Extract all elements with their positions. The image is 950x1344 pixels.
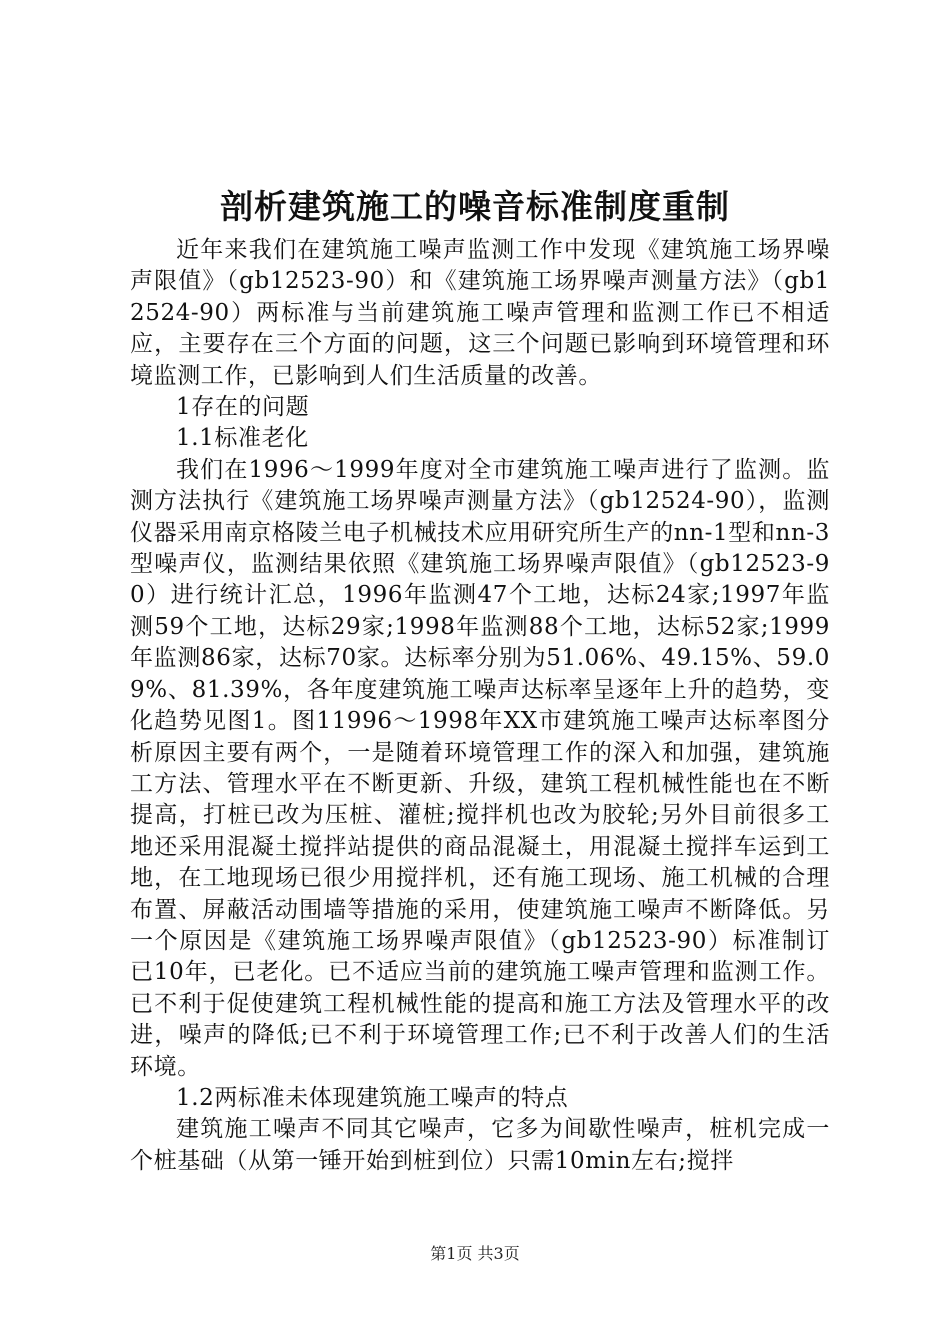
page-number-footer: 第1页 共3页: [430, 1244, 520, 1263]
document-body: [130, 235, 830, 1177]
document-title: 剖析建筑施工的噪音标准制度重制: [220, 187, 730, 226]
paragraph-intro: 近年来我们在建筑施工噪声监测工作中发现《建筑施工场界噪声限值》（gb12523-90）和《建筑施工场界噪声测量方法》（gb12524-90）两标准与当前建筑施工噪声管理和监测工作已不相适应，主要存在三个方面的问题，这三个问题已影响到环境管理和环境监测工作，已影响到人们生活质量的改善。: [130, 237, 830, 389]
paragraph-intermittent-noise: 建筑施工噪声不同其它噪声，它多为间歇性噪声，桩机完成一个桩基础（从第一锤开始到桩到位）只需10min左右;搅拌: [130, 1116, 830, 1174]
paragraph-monitoring-results: 我们在1996～1999年度对全市建筑施工噪声进行了监测。监测方法执行《建筑施工场界噪声测量方法》（gb12524-90），监测仪器采用南京格陵兰电子机械技术应用研究所生产的nn-1型和nn-3型噪声仪，监测结果依照《建筑施工场界噪声限值》（gb12523-90）进行统计汇总，1996年监测47个工地，达标24家;1997年监测59个工地，达标29家;1998年监测88个工地，达标52家;1999年监测86家，达标70家。达标率分别为51.06%、49.15%、59.09%、81.39%，各年度建筑施工噪声达标率呈逐年上升的趋势，变化趋势见图1。图11996～1998年XX市建筑施工噪声达标率图分析原因主要有两个，一是随着环境管理工作的深入和加强，建筑施工方法、管理水平在不断更新、升级，建筑工程机械性能也在不断提高，打桩已改为压桩、灌桩;搅拌机也改为胶轮;另外目前很多工地还采用混凝土搅拌站提供的商品混凝土，用混凝土搅拌车运到工地，在工地现场已很少用搅拌机，还有施工现场、施工机械的合理布置、屏蔽活动围墙等措施的采用，使建筑施工噪声不断降低。另一个原因是《建筑施工场界噪声限值》（gb12523-90）标准制订已10年，已老化。已不适应当前的建筑施工噪声管理和监测工作。已不利于促使建筑工程机械性能的提高和施工方法及管理水平的改进，噪声的降低;已不利于环境管理工作;已不利于改善人们的生活环境。: [130, 456, 830, 1080]
subsection-heading-aging-standard: 1.1标准老化: [176, 425, 309, 452]
subsection-heading-noise-characteristics: 1.2两标准未体现建筑施工噪声的特点: [176, 1084, 569, 1111]
section-heading-problems: 1存在的问题: [176, 394, 310, 421]
